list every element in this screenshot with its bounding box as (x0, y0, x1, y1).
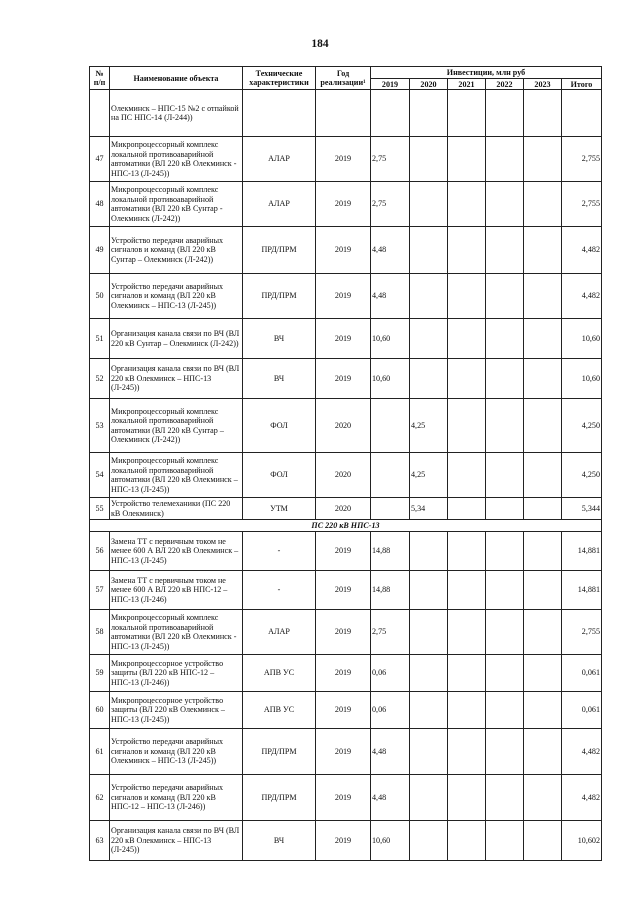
tech-spec: АПВ УС (243, 655, 316, 692)
object-name: Микропроцессорный комплекс локальной противоаварийной автоматики (ВЛ 220 кВ Олекминск – НПС-13 (Л-245)) (110, 453, 243, 498)
invest-2021 (448, 655, 486, 692)
table-row (90, 775, 602, 821)
implementation-year: 2019 (316, 182, 371, 227)
invest-2023 (524, 692, 562, 729)
header-total: Итого (562, 79, 602, 90)
table-row (90, 137, 602, 182)
tech-spec: - (243, 532, 316, 571)
invest-2021 (448, 692, 486, 729)
invest-total (562, 90, 602, 137)
implementation-year: 2019 (316, 359, 371, 399)
invest-2019: 0,06 (371, 655, 410, 692)
invest-2023 (524, 498, 562, 520)
table-row (90, 274, 602, 319)
invest-2022 (486, 274, 524, 319)
invest-2020 (410, 359, 448, 399)
table-row (90, 571, 602, 610)
invest-2020 (410, 137, 448, 182)
invest-2019 (371, 453, 410, 498)
invest-total: 4,482 (562, 775, 602, 821)
invest-2021 (448, 498, 486, 520)
invest-total: 2,755 (562, 182, 602, 227)
invest-2023 (524, 227, 562, 274)
invest-2022 (486, 227, 524, 274)
invest-total: 0,061 (562, 655, 602, 692)
implementation-year: 2019 (316, 319, 371, 359)
implementation-year: 2019 (316, 655, 371, 692)
invest-2023 (524, 655, 562, 692)
invest-2021 (448, 319, 486, 359)
header-2022: 2022 (486, 79, 524, 90)
invest-2021 (448, 90, 486, 137)
invest-2020 (410, 90, 448, 137)
implementation-year: 2020 (316, 453, 371, 498)
invest-total: 10,60 (562, 359, 602, 399)
invest-2022 (486, 453, 524, 498)
investment-table (89, 66, 602, 861)
invest-total: 4,250 (562, 453, 602, 498)
invest-2019 (371, 399, 410, 453)
invest-2022 (486, 821, 524, 861)
object-name: Микропроцессорное устройство защиты (ВЛ 220 кВ Олекминск – НПС-13 (Л-245)) (110, 692, 243, 729)
invest-2022 (486, 571, 524, 610)
header-2020: 2020 (410, 79, 448, 90)
invest-2022 (486, 610, 524, 655)
object-name: Микропроцессорный комплекс локальной противоаварийной автоматики (ВЛ 220 кВ Олекминск - НПС-13 (Л-245)) (110, 137, 243, 182)
table-row (90, 821, 602, 861)
tech-spec: УТМ (243, 498, 316, 520)
invest-2021 (448, 359, 486, 399)
invest-2019: 2,75 (371, 182, 410, 227)
invest-total: 4,482 (562, 274, 602, 319)
header-name: Наименование объекта (110, 67, 243, 90)
tech-spec: АПВ УС (243, 692, 316, 729)
object-name: Устройство телемеханики (ПС 220 кВ Олекминск) (110, 498, 243, 520)
page-number: 184 (311, 38, 329, 50)
row-number: 60 (90, 692, 110, 729)
tech-spec: АЛАР (243, 610, 316, 655)
row-number: 61 (90, 729, 110, 775)
table-body-olekminsk (90, 90, 602, 520)
invest-2020 (410, 182, 448, 227)
row-number: 56 (90, 532, 110, 571)
row-number: 54 (90, 453, 110, 498)
implementation-year: 2020 (316, 399, 371, 453)
header-2021: 2021 (448, 79, 486, 90)
invest-2021 (448, 532, 486, 571)
object-name: Устройство передачи аварийных сигналов и команд (ВЛ 220 кВ Сунтар – Олекминск (Л-242)) (110, 227, 243, 274)
invest-2020 (410, 571, 448, 610)
implementation-year: 2019 (316, 610, 371, 655)
tech-spec: ФОЛ (243, 453, 316, 498)
invest-2019: 0,06 (371, 692, 410, 729)
invest-total: 14,881 (562, 532, 602, 571)
invest-2022 (486, 182, 524, 227)
row-number: 52 (90, 359, 110, 399)
invest-2019 (371, 90, 410, 137)
object-name: Организация канала связи по ВЧ (ВЛ 220 кВ Олекминск – НПС-13 (Л-245)) (110, 359, 243, 399)
invest-total: 5,344 (562, 498, 602, 520)
row-number: 58 (90, 610, 110, 655)
object-name: Олекминск – НПС-15 №2 с отпайкой на ПС НПС-14 (Л-244)) (110, 90, 243, 137)
invest-2021 (448, 137, 486, 182)
invest-2021 (448, 453, 486, 498)
section-title: ПС 220 кВ НПС-13 (90, 520, 602, 532)
invest-2023 (524, 90, 562, 137)
invest-2020 (410, 692, 448, 729)
row-number (90, 90, 110, 137)
invest-2022 (486, 399, 524, 453)
implementation-year: 2019 (316, 775, 371, 821)
invest-2023 (524, 532, 562, 571)
invest-2020 (410, 729, 448, 775)
invest-2023 (524, 137, 562, 182)
invest-2023 (524, 359, 562, 399)
invest-2020 (410, 532, 448, 571)
table-row (90, 319, 602, 359)
invest-2020: 4,25 (410, 399, 448, 453)
tech-spec: АЛАР (243, 137, 316, 182)
invest-2022 (486, 655, 524, 692)
row-number: 57 (90, 571, 110, 610)
invest-total: 14,881 (562, 571, 602, 610)
row-number: 51 (90, 319, 110, 359)
row-number: 48 (90, 182, 110, 227)
invest-total: 10,602 (562, 821, 602, 861)
tech-spec: ПРД/ПРМ (243, 775, 316, 821)
invest-2021 (448, 227, 486, 274)
invest-2020 (410, 610, 448, 655)
tech-spec (243, 90, 316, 137)
row-number: 55 (90, 498, 110, 520)
invest-2020 (410, 319, 448, 359)
invest-2021 (448, 775, 486, 821)
header-2023: 2023 (524, 79, 562, 90)
object-name: Микропроцессорный комплекс локальной противоаварийной автоматики (ВЛ 220 кВ Сунтар – Олекминск (Л-242)) (110, 399, 243, 453)
invest-2019: 10,60 (371, 359, 410, 399)
header-tech: Технические характеристики (243, 67, 316, 90)
invest-2019: 10,60 (371, 821, 410, 861)
header-year: Год реализации¹ (316, 67, 371, 90)
invest-2019: 14,88 (371, 571, 410, 610)
invest-2019: 2,75 (371, 137, 410, 182)
implementation-year: 2019 (316, 571, 371, 610)
table-row (90, 498, 602, 520)
invest-2021 (448, 610, 486, 655)
invest-2022 (486, 90, 524, 137)
implementation-year: 2019 (316, 274, 371, 319)
invest-2022 (486, 532, 524, 571)
header-invest: Инвестиции, млн руб (371, 67, 602, 79)
table-row (90, 90, 602, 137)
table-row (90, 399, 602, 453)
invest-2023 (524, 453, 562, 498)
invest-total: 10,60 (562, 319, 602, 359)
tech-spec: ПРД/ПРМ (243, 729, 316, 775)
table-row (90, 610, 602, 655)
invest-2020: 4,25 (410, 453, 448, 498)
invest-2021 (448, 182, 486, 227)
invest-2023 (524, 775, 562, 821)
row-number: 53 (90, 399, 110, 453)
invest-total: 4,482 (562, 227, 602, 274)
invest-2023 (524, 821, 562, 861)
object-name: Организация канала связи по ВЧ (ВЛ 220 кВ Сунтар – Олекминск (Л-242)) (110, 319, 243, 359)
invest-total: 4,250 (562, 399, 602, 453)
tech-spec: ВЧ (243, 359, 316, 399)
invest-2020 (410, 655, 448, 692)
invest-2022 (486, 729, 524, 775)
table-row (90, 453, 602, 498)
object-name: Замена ТТ с первичным током не менее 600 А ВЛ 220 кВ Олекминск – НПС-13 (Л-245) (110, 532, 243, 571)
object-name: Устройство передачи аварийных сигналов и команд (ВЛ 220 кВ Олекминск – НПС-13 (Л-245)) (110, 274, 243, 319)
object-name: Устройство передачи аварийных сигналов и команд (ВЛ 220 кВ Олекминск – НПС-13 (Л-245)) (110, 729, 243, 775)
object-name: Устройство передачи аварийных сигналов и команд (ВЛ 220 кВ НПС-12 – НПС-13 (Л-246)) (110, 775, 243, 821)
row-number: 50 (90, 274, 110, 319)
row-number: 62 (90, 775, 110, 821)
table-body-nps13 (90, 532, 602, 861)
table-row (90, 655, 602, 692)
object-name: Микропроцессорный комплекс локальной противоаварийной автоматики (ВЛ 220 кВ Олекминск - НПС-13 (Л-245)) (110, 610, 243, 655)
table-row (90, 359, 602, 399)
header-2019: 2019 (371, 79, 410, 90)
invest-2023 (524, 610, 562, 655)
invest-2022 (486, 692, 524, 729)
tech-spec: - (243, 571, 316, 610)
tech-spec: ПРД/ПРМ (243, 227, 316, 274)
header-num: № п/п (90, 67, 110, 90)
implementation-year (316, 90, 371, 137)
invest-total: 2,755 (562, 610, 602, 655)
invest-2019: 4,48 (371, 729, 410, 775)
object-name: Микропроцессорное устройство защиты (ВЛ 220 кВ НПС-12 – НПС-13 (Л-246)) (110, 655, 243, 692)
table-row (90, 227, 602, 274)
table-row (90, 182, 602, 227)
invest-2020 (410, 227, 448, 274)
invest-2019: 4,48 (371, 775, 410, 821)
implementation-year: 2019 (316, 821, 371, 861)
implementation-year: 2019 (316, 137, 371, 182)
object-name: Замена ТТ с первичным током не менее 600 А ВЛ 220 кВ НПС-12 – НПС-13 (Л-246) (110, 571, 243, 610)
row-number: 49 (90, 227, 110, 274)
invest-2019: 14,88 (371, 532, 410, 571)
invest-total: 2,755 (562, 137, 602, 182)
invest-2022 (486, 775, 524, 821)
invest-2023 (524, 571, 562, 610)
invest-2023 (524, 729, 562, 775)
object-name: Организация канала связи по ВЧ (ВЛ 220 кВ Олекминск – НПС-13 (Л-245)) (110, 821, 243, 861)
invest-2021 (448, 571, 486, 610)
tech-spec: АЛАР (243, 182, 316, 227)
section-row (90, 520, 602, 532)
tech-spec: ВЧ (243, 821, 316, 861)
invest-2023 (524, 182, 562, 227)
invest-total: 0,061 (562, 692, 602, 729)
table-row (90, 532, 602, 571)
invest-2019: 4,48 (371, 227, 410, 274)
implementation-year: 2020 (316, 498, 371, 520)
invest-2019: 4,48 (371, 274, 410, 319)
invest-2021 (448, 274, 486, 319)
implementation-year: 2019 (316, 692, 371, 729)
invest-2023 (524, 399, 562, 453)
invest-2023 (524, 274, 562, 319)
invest-total: 4,482 (562, 729, 602, 775)
invest-2019 (371, 498, 410, 520)
implementation-year: 2019 (316, 532, 371, 571)
table-row (90, 692, 602, 729)
invest-2021 (448, 821, 486, 861)
invest-2022 (486, 319, 524, 359)
tech-spec: ПРД/ПРМ (243, 274, 316, 319)
table-row (90, 729, 602, 775)
invest-2022 (486, 137, 524, 182)
invest-2019: 10,60 (371, 319, 410, 359)
row-number: 59 (90, 655, 110, 692)
invest-2020: 5,34 (410, 498, 448, 520)
row-number: 63 (90, 821, 110, 861)
invest-2022 (486, 359, 524, 399)
implementation-year: 2019 (316, 227, 371, 274)
row-number: 47 (90, 137, 110, 182)
tech-spec: ВЧ (243, 319, 316, 359)
invest-2020 (410, 821, 448, 861)
invest-2021 (448, 399, 486, 453)
invest-2019: 2,75 (371, 610, 410, 655)
invest-2021 (448, 729, 486, 775)
tech-spec: ФОЛ (243, 399, 316, 453)
invest-2020 (410, 274, 448, 319)
table-header (90, 67, 602, 90)
invest-2023 (524, 319, 562, 359)
implementation-year: 2019 (316, 729, 371, 775)
object-name: Микропроцессорный комплекс локальной противоаварийной автоматики (ВЛ 220 кВ Сунтар - Олекминск (Л-242)) (110, 182, 243, 227)
invest-2020 (410, 775, 448, 821)
invest-2022 (486, 498, 524, 520)
